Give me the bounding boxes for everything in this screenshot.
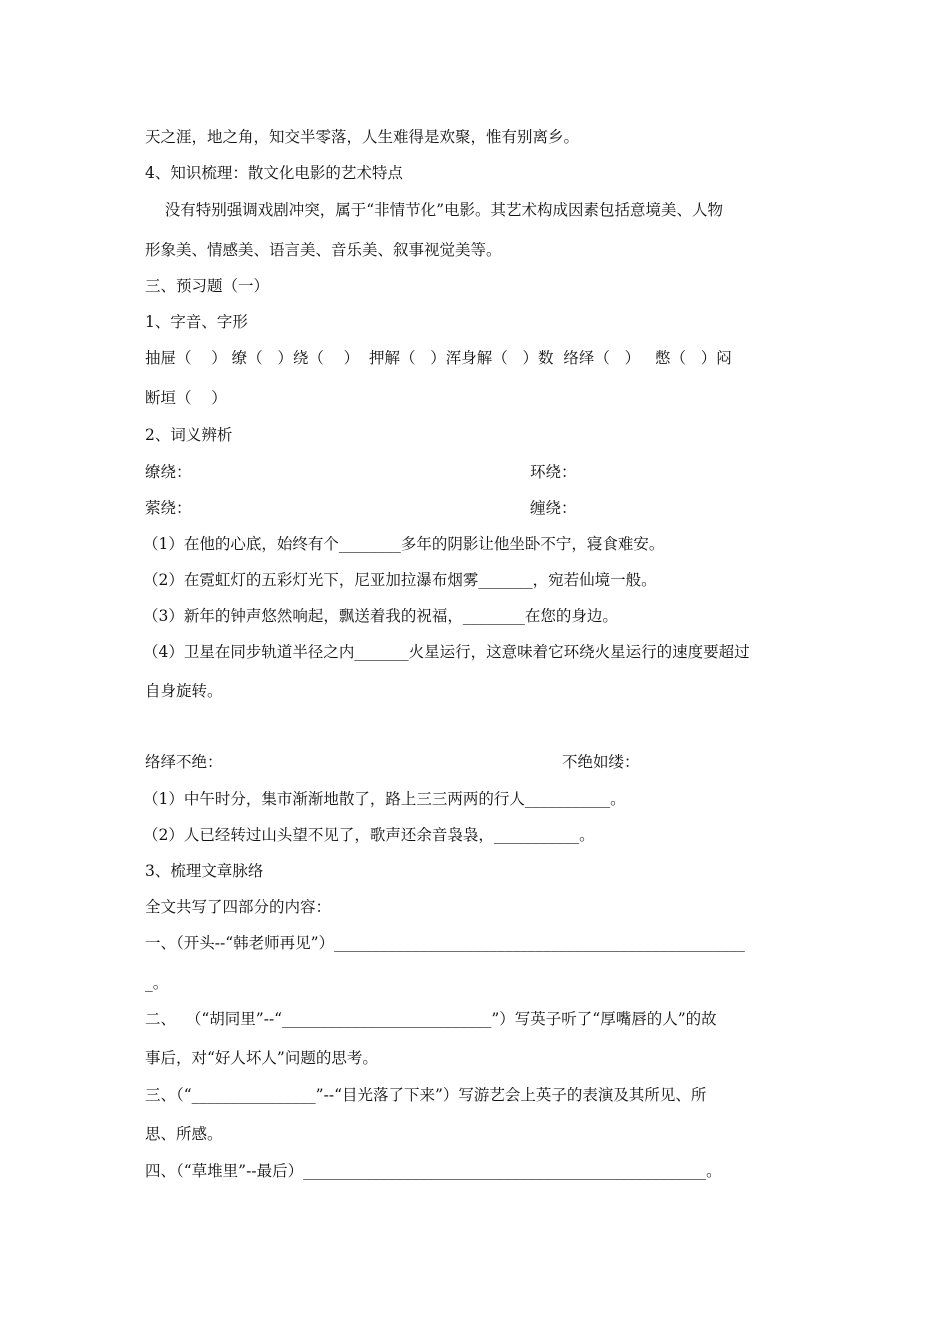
outline-item: 思、所感。 <box>145 1125 223 1143</box>
word-label: 缭绕： <box>145 463 192 481</box>
exercise-sentence: 自身旋转。 <box>145 682 223 700</box>
exercise-sentence: （4）卫星在同步轨道半径之内_______火星运行，这意味着它环绕火星运行的速度要超过 <box>143 643 750 661</box>
section-heading: 三、预习题（一） <box>145 277 270 295</box>
word-label: 络绎不绝： <box>145 753 223 771</box>
word-label: 缠绕： <box>530 499 577 517</box>
outline-item: 二、 （“胡同里”--“___________________________”）写英子听了“厚嘴唇的人”的故 <box>145 1010 717 1028</box>
exercise-sentence: （1）在他的心底，始终有个________多年的阴影让他坐卧不宁，寝食难安。 <box>143 535 665 553</box>
outline-item: 事后，对“好人坏人”问题的思考。 <box>145 1049 378 1067</box>
paragraph-line: 没有特别强调戏剧冲突，属于“非情节化”电影。其艺术构成因素包括意境美、人物 <box>145 201 724 219</box>
question-heading: 2、词义辨析 <box>145 426 233 444</box>
word-label: 萦绕： <box>145 499 192 517</box>
outline-item: 三、（“________________”--“目光落了下来”）写游艺会上英子的表演及其所见、所 <box>145 1086 707 1104</box>
question-heading: 3、梳理文章脉络 <box>145 862 264 880</box>
outline-item: 四、（“草堆里”--最后）____________________________________________________。 <box>145 1162 722 1180</box>
outline-item: _。 <box>145 974 169 992</box>
pronunciation-items: 断垣（ ） <box>145 389 227 407</box>
text-line: 天之涯，地之角，知交半零落，人生难得是欢聚，惟有别离乡。 <box>145 128 580 146</box>
outline-item: 一、（开头--“韩老师再见”）_____________________________________________________ <box>145 934 745 952</box>
question-heading: 1、字音、字形 <box>145 313 248 331</box>
exercise-sentence: （2）人已经转过山头望不见了，歌声还余音袅袅，___________。 <box>143 826 595 844</box>
text-line: 全文共写了四部分的内容： <box>145 898 332 916</box>
exercise-sentence: （1）中午时分，集市渐渐地散了，路上三三两两的行人___________。 <box>143 790 626 808</box>
exercise-sentence: （3）新年的钟声悠然响起，飘送着我的祝福，________在您的身边。 <box>143 607 618 625</box>
word-label: 不绝如缕： <box>562 753 640 771</box>
section-heading: 4、知识梳理：散文化电影的艺术特点 <box>145 164 403 182</box>
pronunciation-items: 抽屉（ ） 缭（ ）绕（ ） 押解（ ）浑身解（ ）数 络绎（ ） 憋（ ）闷 <box>145 349 732 367</box>
paragraph-line: 形象美、情感美、语言美、音乐美、叙事视觉美等。 <box>145 241 502 259</box>
word-label: 环绕： <box>530 463 577 481</box>
exercise-sentence: （2）在霓虹灯的五彩灯光下，尼亚加拉瀑布烟雾_______，宛若仙境一般。 <box>143 571 657 589</box>
